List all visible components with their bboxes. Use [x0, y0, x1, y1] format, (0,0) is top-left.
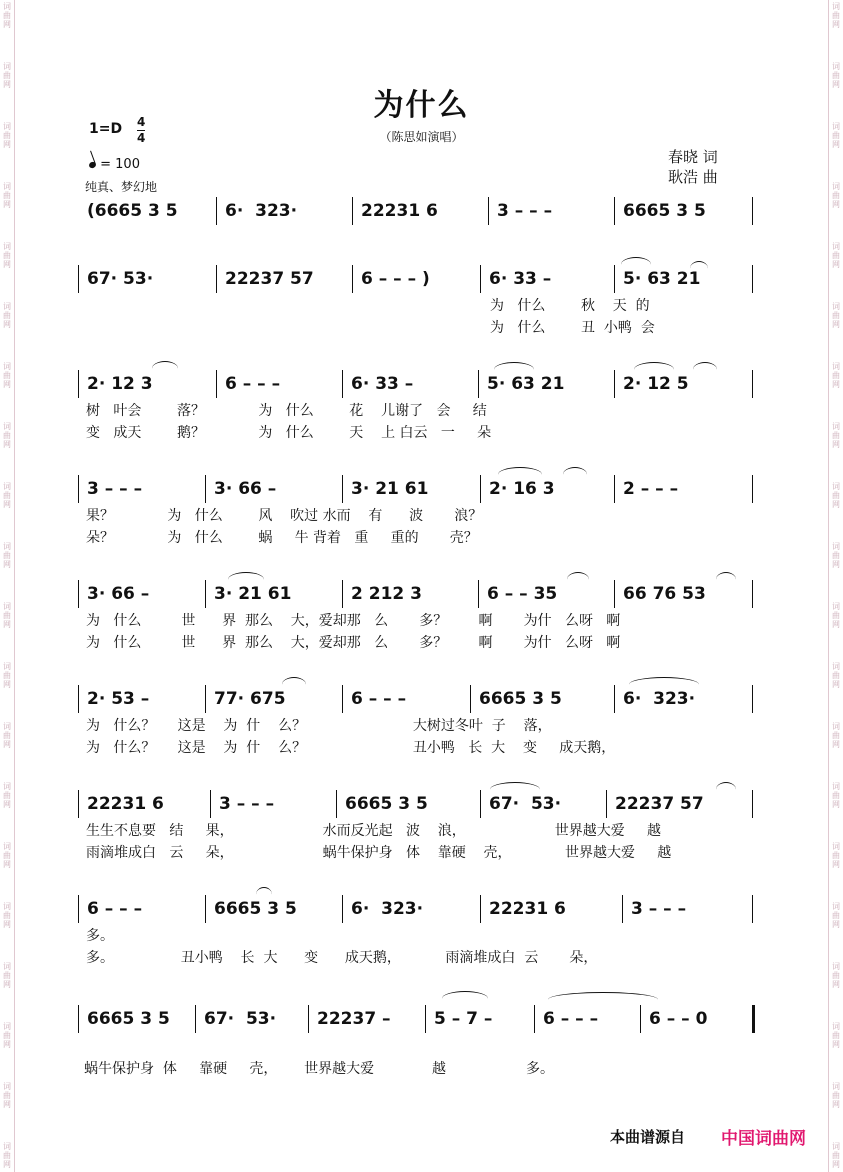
watermark-text: 词 曲 网 — [832, 122, 840, 149]
bar-line — [480, 895, 481, 923]
watermark-text: 词 曲 网 — [832, 962, 840, 989]
watermark-text: 词 曲 网 — [832, 662, 840, 689]
bar-line — [752, 197, 753, 225]
measure-notes: 6 – – – — [225, 374, 281, 394]
watermark-text: 词 曲 网 — [3, 782, 11, 809]
slur-arc — [563, 467, 587, 482]
bar-line — [614, 197, 615, 225]
watermark-text: 词 曲 网 — [832, 62, 840, 89]
lyric-line: 树 叶会 落？ 为 什么 花 儿谢了 会 结 — [86, 403, 487, 419]
bar-line — [210, 790, 211, 818]
key-signature: 1=D — [89, 121, 123, 137]
bar-line — [614, 475, 615, 503]
bar-line — [205, 685, 206, 713]
measure-notes: 66 76 53 — [623, 584, 706, 604]
bar-line — [308, 1005, 309, 1033]
measure-notes: 6665 3 5 — [623, 201, 706, 221]
watermark-text: 词 曲 网 — [3, 1022, 11, 1049]
watermark-text: 词 曲 网 — [832, 2, 840, 29]
bar-line — [195, 1005, 196, 1033]
bar-line — [78, 685, 79, 713]
left-watermark-strip — [0, 0, 15, 1172]
bar-line — [614, 265, 615, 293]
bar-line — [614, 580, 615, 608]
bar-line — [78, 790, 79, 818]
watermark-text: 词 曲 网 — [3, 902, 11, 929]
lyric-line: 为 什么 世 界 那么 大，爱却那 么 多？ 啊 为什 么呀 啊 — [86, 613, 621, 629]
bar-line — [752, 265, 753, 293]
bar-line — [752, 895, 753, 923]
measure-notes: 77· 675 — [214, 689, 286, 709]
watermark-text: 词 曲 网 — [832, 902, 840, 929]
measure-notes: 22231 6 — [361, 201, 438, 221]
measure-notes: 22237 57 — [615, 794, 704, 814]
watermark-text: 词 曲 网 — [832, 482, 840, 509]
watermark-text: 词 曲 网 — [3, 662, 11, 689]
measure-notes: 3· 21 61 — [214, 584, 292, 604]
measure-notes: 6 – – 0 — [649, 1009, 708, 1029]
slur-arc — [442, 991, 488, 1006]
bar-line — [205, 895, 206, 923]
bar-line — [216, 197, 217, 225]
watermark-text: 词 曲 网 — [3, 722, 11, 749]
bar-line — [480, 790, 481, 818]
tempo-mark — [89, 157, 140, 172]
measure-notes: 2· 12 5 — [623, 374, 689, 394]
bar-line — [752, 685, 753, 713]
lyric-line: 为 什么？ 这是 为 什 么？ 大树过冬叶 子 落， — [86, 718, 552, 734]
bar-line — [336, 790, 337, 818]
bar-line — [752, 1005, 755, 1033]
measure-notes: 6 – – – — [543, 1009, 599, 1029]
lyric-line: 为 什么？ 这是 为 什 么？ 丑小鸭 长 大 变 成天鹅， — [86, 740, 616, 756]
bar-line — [614, 685, 615, 713]
slur-arc — [629, 677, 699, 692]
measure-notes: 3 – – – — [219, 794, 275, 814]
bar-line — [640, 1005, 641, 1033]
watermark-text: 词 曲 网 — [3, 122, 11, 149]
measure-notes: 22237 – — [317, 1009, 391, 1029]
slur-arc — [494, 362, 534, 377]
bar-line — [752, 790, 753, 818]
slur-arc — [716, 572, 736, 587]
slur-arc — [693, 362, 717, 377]
slur-arc — [621, 257, 651, 272]
expression-mark: 纯真、梦幻地 — [85, 180, 158, 194]
watermark-text: 词 曲 网 — [3, 602, 11, 629]
watermark-text: 词 曲 网 — [3, 2, 11, 29]
bar-line — [78, 580, 79, 608]
watermark-text: 词 曲 网 — [832, 722, 840, 749]
measure-notes: 6 – – – — [87, 899, 143, 919]
lyric-line: 为 什么 世 界 那么 大，爱却那 么 多？ 啊 为什 么呀 啊 — [86, 635, 621, 651]
time-bottom: 4 — [137, 131, 146, 145]
measure-notes: 6· 323· — [623, 689, 696, 709]
bar-line — [752, 580, 753, 608]
watermark-text: 词 曲 网 — [3, 302, 11, 329]
bar-line — [78, 475, 79, 503]
measure-notes: 6 – – 35 — [487, 584, 558, 604]
measure-notes: 5 – 7 – — [434, 1009, 493, 1029]
watermark-text: 词 曲 网 — [3, 842, 11, 869]
lyric-line: 朵？ 为 什么 蜗 牛 背着 重 重的 壳？ — [86, 530, 478, 546]
measure-notes: 2· 53 – — [87, 689, 150, 709]
watermark-text: 词 曲 网 — [3, 242, 11, 269]
measure-notes: 6665 3 5 — [345, 794, 428, 814]
bar-line — [352, 197, 353, 225]
watermark-text: 词 曲 网 — [3, 62, 11, 89]
watermark-text: 词 曲 网 — [3, 422, 11, 449]
measure-notes: 6· 323· — [225, 201, 298, 221]
measure-notes: 3 – – – — [631, 899, 687, 919]
right-watermark-strip — [828, 0, 843, 1172]
measure-notes: 67· 53· — [87, 269, 154, 289]
slur-arc — [548, 992, 658, 1007]
bar-line — [342, 685, 343, 713]
measure-notes: 2 212 3 — [351, 584, 422, 604]
singer-note: （陈思如演唱） — [379, 130, 464, 144]
bar-line — [342, 475, 343, 503]
bar-line — [622, 895, 623, 923]
lyric-line: 蜗牛保护身 体 靠硬 壳， 世界越大爱 越 多。 — [84, 1061, 555, 1077]
measure-notes: (6665 3 5 — [87, 201, 178, 221]
lyric-line: 生生不息要 结 果， 水而反光起 波 浪， 世界越大爱 越 — [86, 823, 662, 839]
measure-notes: 3· 21 61 — [351, 479, 429, 499]
slur-arc — [634, 362, 674, 377]
watermark-text: 词 曲 网 — [832, 422, 840, 449]
measure-notes: 6· 33 – — [351, 374, 414, 394]
measure-notes: 6665 3 5 — [87, 1009, 170, 1029]
slur-arc — [282, 677, 306, 692]
lyric-line: 为 什么 秋 天 的 — [490, 298, 650, 314]
footer-site-name: 中国词曲网 — [721, 1129, 806, 1149]
measure-notes: 3· 66 – — [87, 584, 150, 604]
watermark-text: 词 曲 网 — [832, 542, 840, 569]
watermark-text: 词 曲 网 — [832, 302, 840, 329]
watermark-text: 词 曲 网 — [3, 542, 11, 569]
bar-line — [205, 475, 206, 503]
slur-arc — [567, 572, 589, 587]
measure-notes: 6 – – – — [351, 689, 407, 709]
bar-line — [342, 370, 343, 398]
measure-notes: 5· 63 21 — [623, 269, 701, 289]
bar-line — [478, 580, 479, 608]
bar-line — [78, 265, 79, 293]
measure-notes: 6665 3 5 — [214, 899, 297, 919]
measure-notes: 22237 57 — [225, 269, 314, 289]
watermark-text: 词 曲 网 — [3, 1142, 11, 1169]
bar-line — [425, 1005, 426, 1033]
bar-line — [480, 475, 481, 503]
bar-line — [614, 370, 615, 398]
measure-notes: 6 – – – ) — [361, 269, 430, 289]
lyricist-credit: 春晓 词 — [668, 148, 718, 166]
measure-notes: 6665 3 5 — [479, 689, 562, 709]
measure-notes: 67· 53· — [489, 794, 562, 814]
watermark-text: 词 曲 网 — [3, 362, 11, 389]
measure-notes: 22231 6 — [87, 794, 164, 814]
time-top: 4 — [137, 115, 146, 129]
measure-notes: 67· 53· — [204, 1009, 277, 1029]
bar-line — [752, 370, 753, 398]
slur-arc — [690, 261, 708, 276]
bar-line — [488, 197, 489, 225]
bar-line — [470, 685, 471, 713]
watermark-text: 词 曲 网 — [832, 602, 840, 629]
lyric-line: 为 什么 丑 小鸭 会 — [490, 320, 655, 336]
watermark-text: 词 曲 网 — [3, 482, 11, 509]
bar-line — [534, 1005, 535, 1033]
bar-line — [78, 895, 79, 923]
slur-arc — [498, 467, 542, 482]
slur-arc — [716, 782, 736, 797]
bar-line — [216, 370, 217, 398]
watermark-text: 词 曲 网 — [832, 1082, 840, 1109]
watermark-text: 词 曲 网 — [3, 962, 11, 989]
measure-notes: 2· 12 3 — [87, 374, 153, 394]
lyric-line: 雨滴堆成白 云 朵， 蜗牛保护身 体 靠硬 壳， 世界越大爱 越 — [86, 845, 672, 861]
slur-arc — [152, 361, 178, 376]
bar-line — [480, 265, 481, 293]
lyric-line: 多。 — [86, 928, 114, 944]
tempo-value: = 100 — [100, 157, 140, 172]
measure-notes: 5· 63 21 — [487, 374, 565, 394]
lyric-line: 变 成天 鹅？ 为 什么 天 上 白云 一 朵 — [86, 425, 492, 441]
watermark-text: 词 曲 网 — [832, 782, 840, 809]
bar-line — [752, 475, 753, 503]
bar-line — [205, 580, 206, 608]
bar-line — [78, 370, 79, 398]
slur-arc — [256, 887, 272, 902]
watermark-text: 词 曲 网 — [832, 182, 840, 209]
lyric-line: 多。 丑小鸭 长 大 变 成天鹅， 雨滴堆成白 云 朵， — [86, 950, 598, 966]
time-signature — [137, 116, 145, 145]
measure-notes: 2· 16 3 — [489, 479, 555, 499]
bar-line — [342, 580, 343, 608]
bar-line — [606, 790, 607, 818]
slur-arc — [490, 782, 540, 797]
composer-credit: 耿浩 曲 — [668, 168, 718, 186]
bar-line — [352, 265, 353, 293]
measure-notes: 22231 6 — [489, 899, 566, 919]
footer-source-label: 本曲谱源自 — [610, 1128, 686, 1146]
measure-notes: 3 – – – — [87, 479, 143, 499]
bar-line — [78, 1005, 79, 1033]
quarter-note-icon — [88, 161, 97, 169]
watermark-text: 词 曲 网 — [3, 182, 11, 209]
watermark-text: 词 曲 网 — [832, 242, 840, 269]
measure-notes: 6· 33 – — [489, 269, 552, 289]
bar-line — [216, 265, 217, 293]
watermark-text: 词 曲 网 — [832, 362, 840, 389]
slur-arc — [228, 572, 264, 587]
measure-notes: 3 – – – — [497, 201, 553, 221]
bar-line — [342, 895, 343, 923]
lyric-line: 果？ 为 什么 风 吹过 水而 有 波 浪？ — [86, 508, 483, 524]
watermark-text: 词 曲 网 — [832, 842, 840, 869]
watermark-text: 词 曲 网 — [832, 1022, 840, 1049]
watermark-text: 词 曲 网 — [832, 1142, 840, 1169]
measure-notes: 2 – – – — [623, 479, 679, 499]
measure-notes: 6· 323· — [351, 899, 424, 919]
watermark-text: 词 曲 网 — [3, 1082, 11, 1109]
measure-notes: 3· 66 – — [214, 479, 277, 499]
bar-line — [478, 370, 479, 398]
song-title: 为什么 — [373, 88, 470, 123]
